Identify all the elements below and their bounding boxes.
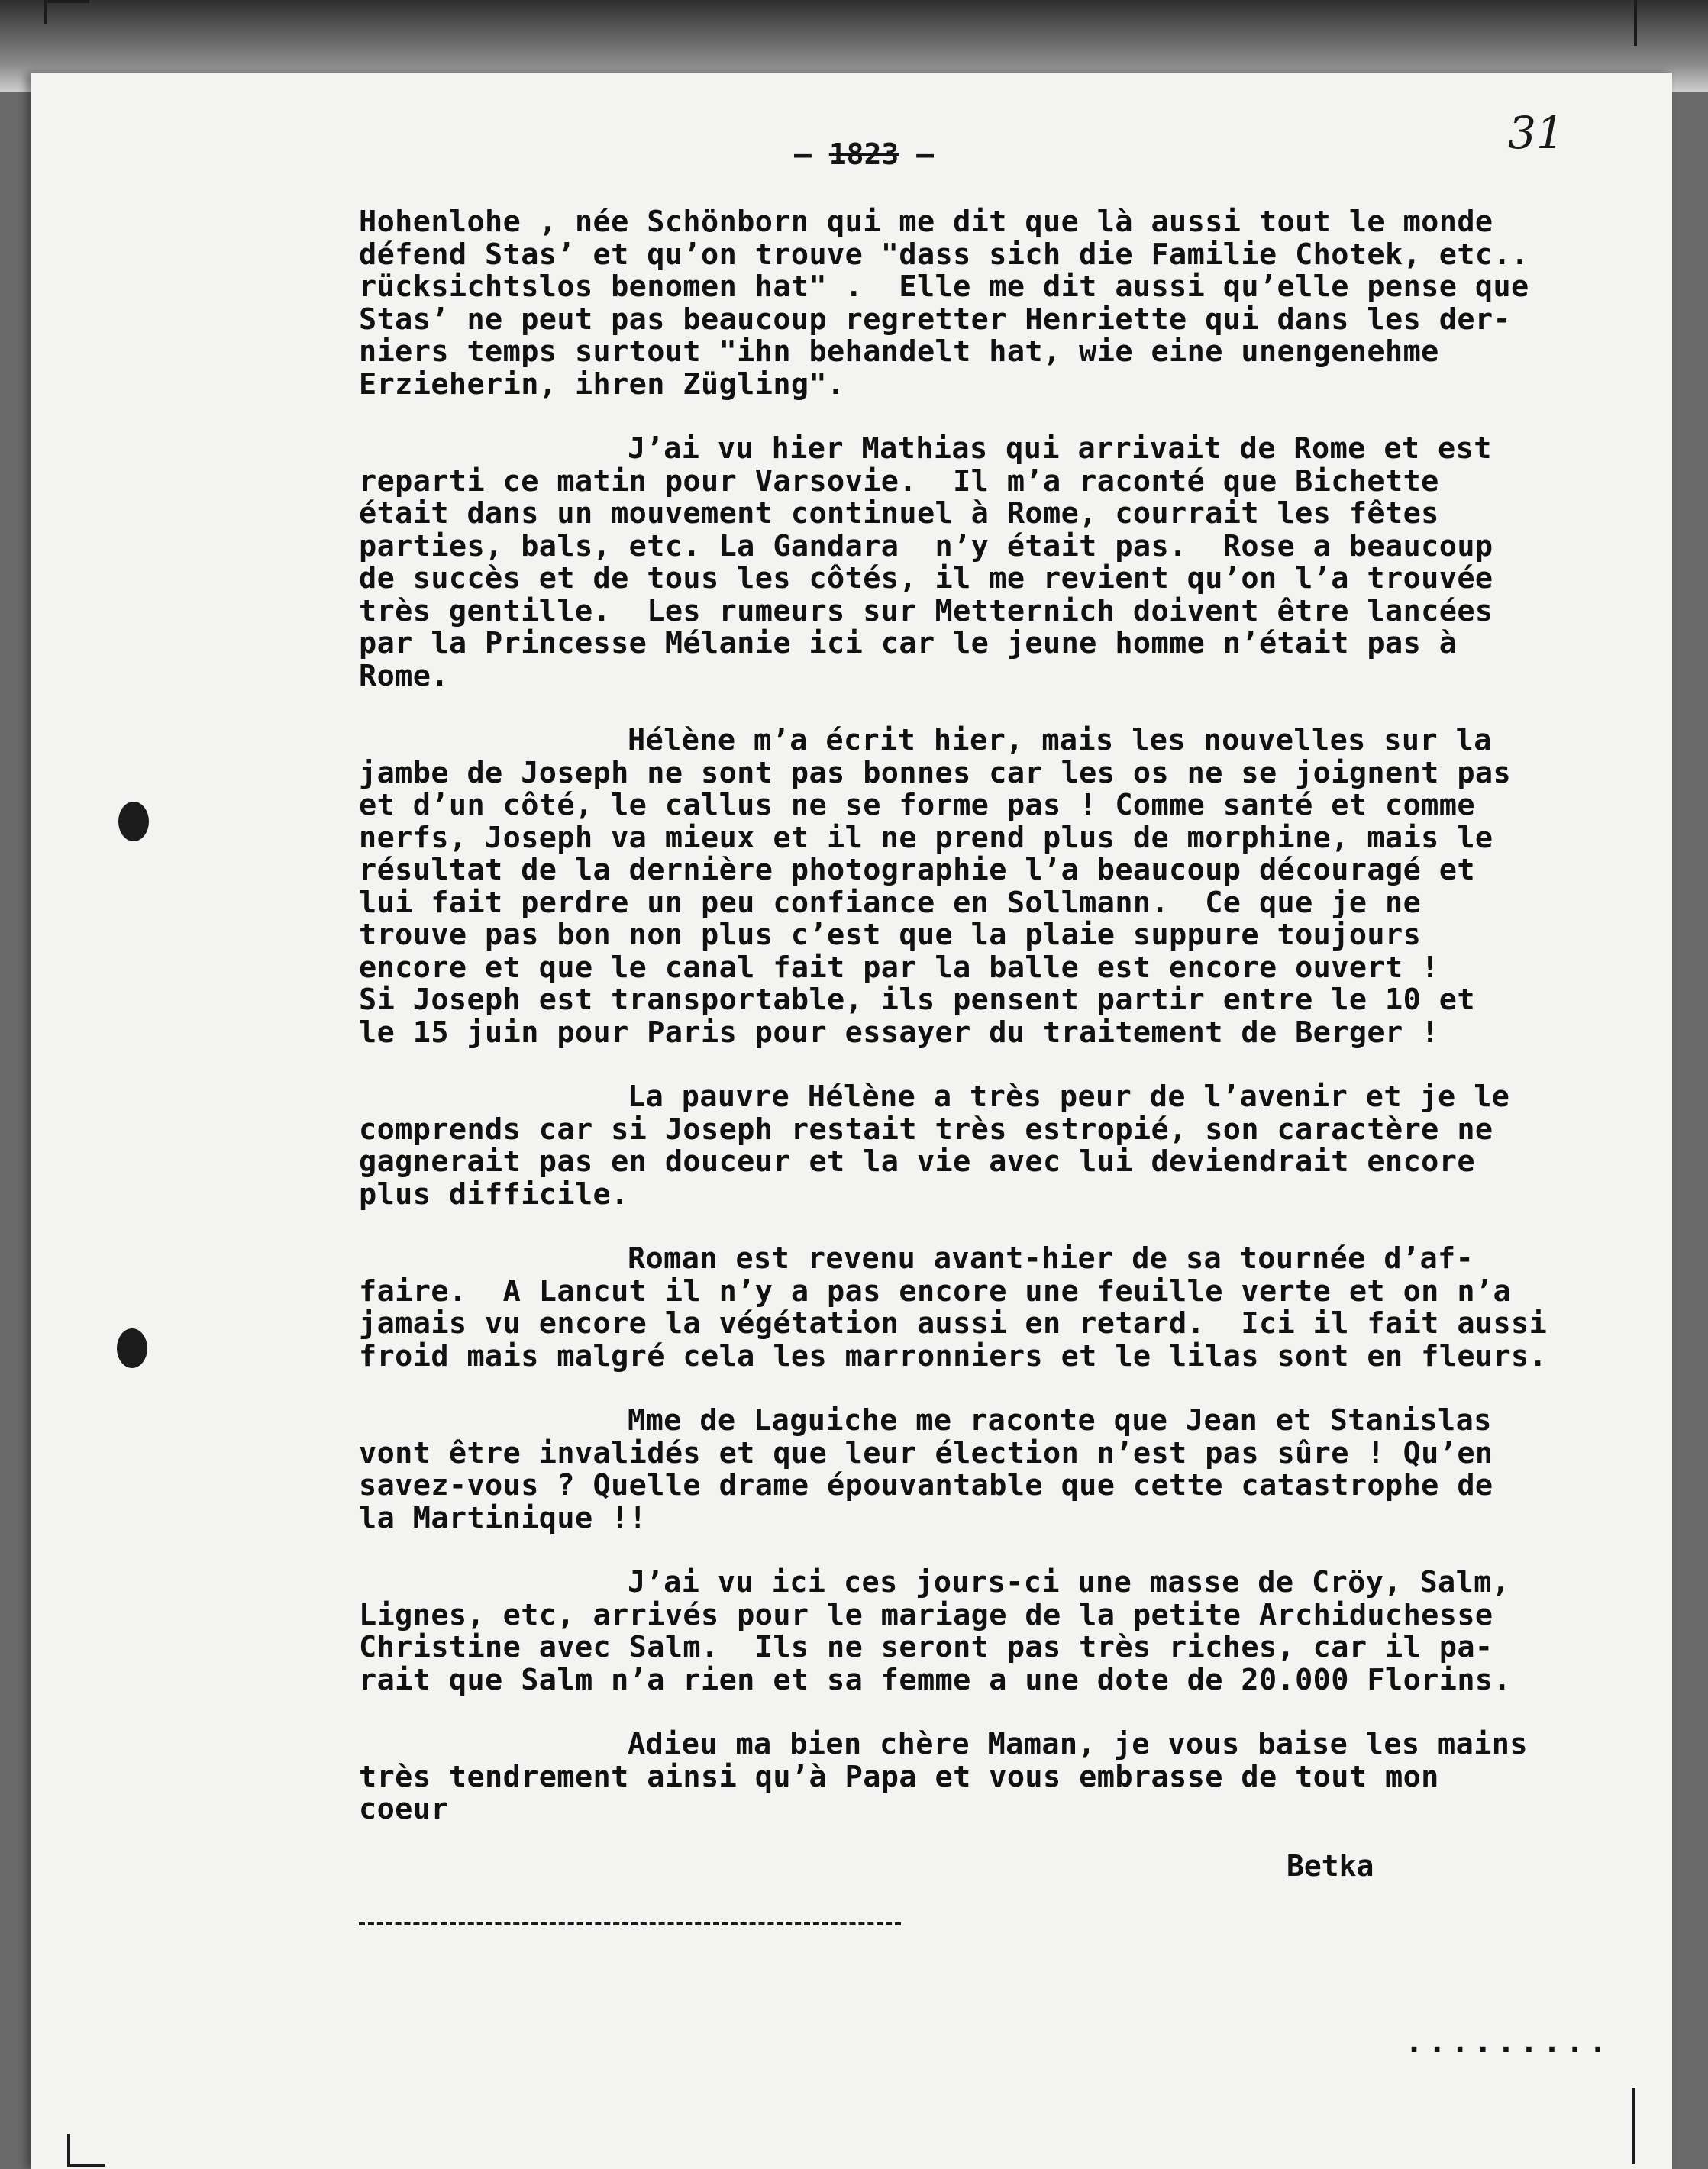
text-line: très tendrement ainsi qu’à Papa et vous embrasse de tout mon bbox=[359, 1759, 1439, 1794]
signature: Betka bbox=[1287, 1849, 1374, 1883]
footer-dots: ......... bbox=[1405, 2025, 1612, 2060]
text-line: Rome. bbox=[359, 658, 449, 693]
folio-number: 31 bbox=[1508, 107, 1564, 159]
text-line: reparti ce matin pour Varsovie. Il m’a raconté que Bichette bbox=[359, 463, 1439, 499]
text-line: froid mais malgré cela les marronniers et le lilas sont en fleurs. bbox=[359, 1338, 1548, 1373]
text-line: niers temps surtout "ihn behandelt hat, wie eine unengenehme bbox=[359, 334, 1439, 369]
crop-mark-top-right bbox=[1634, 0, 1637, 46]
crop-mark-top-left bbox=[44, 0, 89, 24]
crop-mark-bottom-right bbox=[1632, 2088, 1635, 2164]
text-line: par la Princesse Mélanie ici car le jeune homme n’était pas à bbox=[359, 626, 1458, 660]
text-line: gagnerait pas en douceur et la vie avec lui deviendrait encore bbox=[359, 1144, 1475, 1179]
text-line: nerfs, Joseph va mieux et il ne prend plus de morphine, mais le bbox=[359, 820, 1493, 855]
text-line: La pauvre Hélène a très peur de l’avenir et je le bbox=[628, 1080, 1510, 1114]
crop-mark-bottom-left bbox=[67, 2134, 105, 2167]
text-line: jambe de Joseph ne sont pas bonnes car les os ne se joignent pas bbox=[359, 755, 1512, 790]
text-line: Si Joseph est transportable, ils pensent partir entre le 10 et bbox=[359, 983, 1475, 1017]
text-line: trouve pas bon non plus c’est que la plaie suppure toujours bbox=[359, 918, 1422, 952]
paragraph bbox=[359, 433, 1649, 692]
text-line: savez-vous ? Quelle drame épouvantable que cette catastrophe de bbox=[359, 1468, 1493, 1502]
text-line: rücksichtslos benomen hat" . Elle me dit aussi qu’elle pense que bbox=[359, 270, 1529, 304]
text-line: était dans un mouvement continuel à Rome, courrait les fêtes bbox=[359, 496, 1439, 531]
text-line: Lignes, etc, arrivés pour le mariage de la petite Archiduchesse bbox=[359, 1597, 1493, 1632]
text-line: résultat de la dernière photographie l’a beaucoup découragé et bbox=[359, 853, 1475, 887]
paragraph bbox=[359, 1405, 1649, 1535]
text-line: encore et que le canal fait par la balle est encore ouvert ! bbox=[359, 950, 1439, 985]
text-line: Roman est revenu avant-hier de sa tournée d’af- bbox=[628, 1241, 1474, 1276]
text-line: jamais vu encore la végétation aussi en retard. Ici il fait aussi bbox=[359, 1306, 1548, 1341]
text-line: lui fait perdre un peu confiance en Sollmann. Ce que je ne bbox=[359, 885, 1422, 920]
text-line: Mme de Laguiche me raconte que Jean et Stanislas bbox=[628, 1403, 1492, 1438]
text-line: J’ai vu hier Mathias qui arrivait de Rome et est bbox=[628, 431, 1492, 466]
text-line: rait que Salm n’a rien et sa femme a une dote de 20.000 Florins. bbox=[359, 1662, 1512, 1697]
paragraph bbox=[359, 725, 1649, 1049]
text-line: faire. A Lancut il n’y a pas encore une feuille verte et on n’a bbox=[359, 1273, 1512, 1309]
paragraph bbox=[359, 1567, 1649, 1696]
text-line: plus difficile. bbox=[359, 1176, 629, 1212]
text-line: la Martinique !! bbox=[359, 1500, 647, 1535]
text-line: très gentille. Les rumeurs sur Metternich doivent être lancées bbox=[359, 593, 1493, 628]
text-line: Hélène m’a écrit hier, mais les nouvelles sur la bbox=[628, 723, 1492, 757]
text-line: vont être invalidés et que leur élection n’est pas sûre ! Qu’en bbox=[359, 1435, 1493, 1470]
letter-body bbox=[359, 206, 1649, 1858]
text-line: coeur bbox=[359, 1792, 449, 1826]
text-line: et d’un côté, le callus ne se forme pas ! Comme santé et comme bbox=[359, 788, 1475, 822]
text-line: Christine avec Salm. Ils ne seront pas très riches, car il pa- bbox=[359, 1630, 1493, 1664]
text-line: le 15 juin pour Paris pour essayer du traitement de Berger ! bbox=[359, 1015, 1439, 1050]
paragraph bbox=[359, 206, 1649, 401]
text-line: Erzieherin, ihren Zügling". bbox=[359, 366, 845, 402]
paragraph bbox=[359, 1728, 1649, 1826]
paragraph bbox=[359, 1243, 1649, 1373]
text-line: parties, bals, etc. La Gandara n’y était pas. Rose a beaucoup bbox=[359, 528, 1493, 563]
text-line: comprends car si Joseph restait très estropié, son caractère ne bbox=[359, 1112, 1493, 1147]
punch-hole-bottom bbox=[117, 1328, 147, 1368]
text-line: de succès et de tous les côtés, il me revient qu’on l’a trouvée bbox=[359, 561, 1493, 596]
text-line: J’ai vu ici ces jours-ci une masse de Cröy, Salm, bbox=[628, 1565, 1510, 1599]
text-line: Adieu ma bien chère Maman, je vous baise les mains bbox=[628, 1727, 1528, 1761]
page-number: – 1823 – bbox=[794, 137, 935, 171]
paragraph bbox=[359, 1081, 1649, 1211]
text-line: défend Stas’ et qu’on trouve "dass sich die Familie Chotek, etc.. bbox=[359, 237, 1529, 272]
punch-hole-top bbox=[118, 802, 149, 841]
text-line: Hohenlohe , née Schönborn qui me dit que là aussi tout le monde bbox=[359, 205, 1493, 239]
text-line: Stas’ ne peut pas beaucoup regretter Henriette qui dans les der- bbox=[359, 302, 1512, 337]
separator-rule bbox=[359, 1922, 901, 1925]
